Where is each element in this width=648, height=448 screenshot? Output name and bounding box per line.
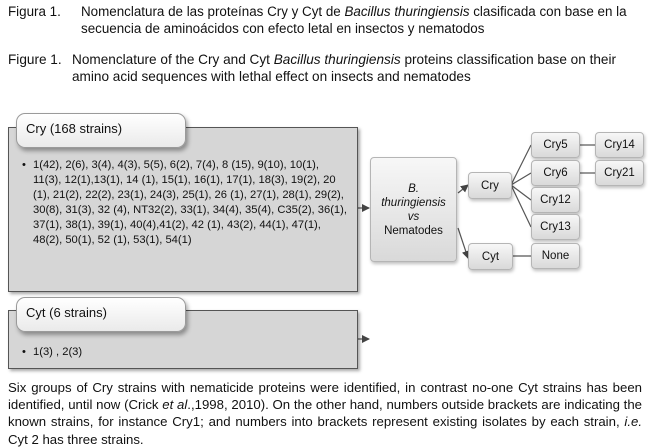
body-paragraph — [8, 379, 642, 448]
center-line-genus: B. — [408, 182, 419, 195]
cyt-strains-text: 1(3) , 2(3) — [33, 346, 83, 358]
para-text-3: Cyt 2 has three strains. — [8, 431, 144, 447]
caption-es-species: Bacillus thuringiensis — [344, 4, 470, 19]
line-cry-to-cry13 — [511, 185, 531, 227]
caption-en-text-b: proteins classification base on their amino acid sequences with lethal effect on insects and nematodes — [72, 52, 617, 84]
para-text-2: .,1998, 2010). On the other hand, numbers outside brackets are indicating the known strains, for instance Cry1; and numbers into brackets represent existing isolates by each strain, — [8, 397, 642, 430]
node-cry13: Cry13 — [531, 214, 580, 240]
bullet-icon: • — [22, 346, 26, 358]
center-line-vs: vs — [407, 210, 420, 223]
para-ie: i.e. — [624, 414, 642, 430]
node-cry5: Cry5 — [531, 132, 580, 158]
node-cry6: Cry6 — [531, 160, 580, 186]
node-none: None — [531, 243, 580, 269]
caption-en-label: Figure 1. — [8, 52, 62, 67]
node-cry14: Cry14 — [595, 132, 644, 158]
cry-strains-text: 1(42), 2(6), 3(4), 4(3), 5(5), 6(2), 7(4), 8 (15), 9(10), 10(1), 11(3), 12(1),13(1), 14 (1), 15(1), 16(1), 17(1), 18(3), 19(2), 20 (1), 21(2), 22(2), 23(1), 24(3), 25(1), 26 (1), 27(1), 28(1), 29(2), 30(8), 31(3), 32 (4), NT32(2), 33(1), 34(4), 35(4), C35(2), 36(1), 37(1), 38(1), 39(1), 40(4),41(2), 42 (1), 43(2), 44(1), 47(1), 48(2), 50(1), 52 (1), 53(1), 54(1) — [33, 159, 347, 246]
node-cyt: Cyt — [468, 243, 513, 270]
center-line-nematodes: Nematodes — [384, 224, 443, 237]
center-node-bt-vs-nematodes — [370, 157, 457, 262]
caption-es-text-a: Nomenclatura de las proteínas Cry y Cyt de — [81, 4, 345, 19]
para-text-1: Six groups of Cry strains with nematicide proteins were identified, in contrast no-one Cyt strains has been identified, until now (Crick — [8, 380, 642, 413]
cry-strains-title: Cry (168 strains) — [16, 113, 186, 148]
node-cry21: Cry21 — [595, 160, 644, 186]
node-cry12: Cry12 — [531, 187, 580, 213]
bullet-icon: • — [22, 159, 26, 171]
para-et-al: et al — [162, 397, 188, 413]
arrow-center-to-cyt — [458, 228, 468, 258]
caption-en-species: Bacillus thuringiensis — [273, 52, 401, 67]
cyt-strains-list — [22, 345, 222, 360]
caption-es-label: Figura 1. — [8, 4, 61, 19]
node-cry: Cry — [468, 172, 512, 199]
cry-strains-list — [22, 158, 348, 247]
center-line-species: thuringiensis — [381, 196, 446, 209]
arrow-center-to-cry — [458, 185, 468, 193]
caption-en-text-a: Nomenclature of the Cry and Cyt — [72, 52, 274, 67]
caption-es-text-b: clasificada con base en la secuencia de aminoácidos con efecto letal en insectos y nematodos — [81, 4, 627, 36]
cyt-strains-title: Cyt (6 strains) — [16, 297, 186, 332]
